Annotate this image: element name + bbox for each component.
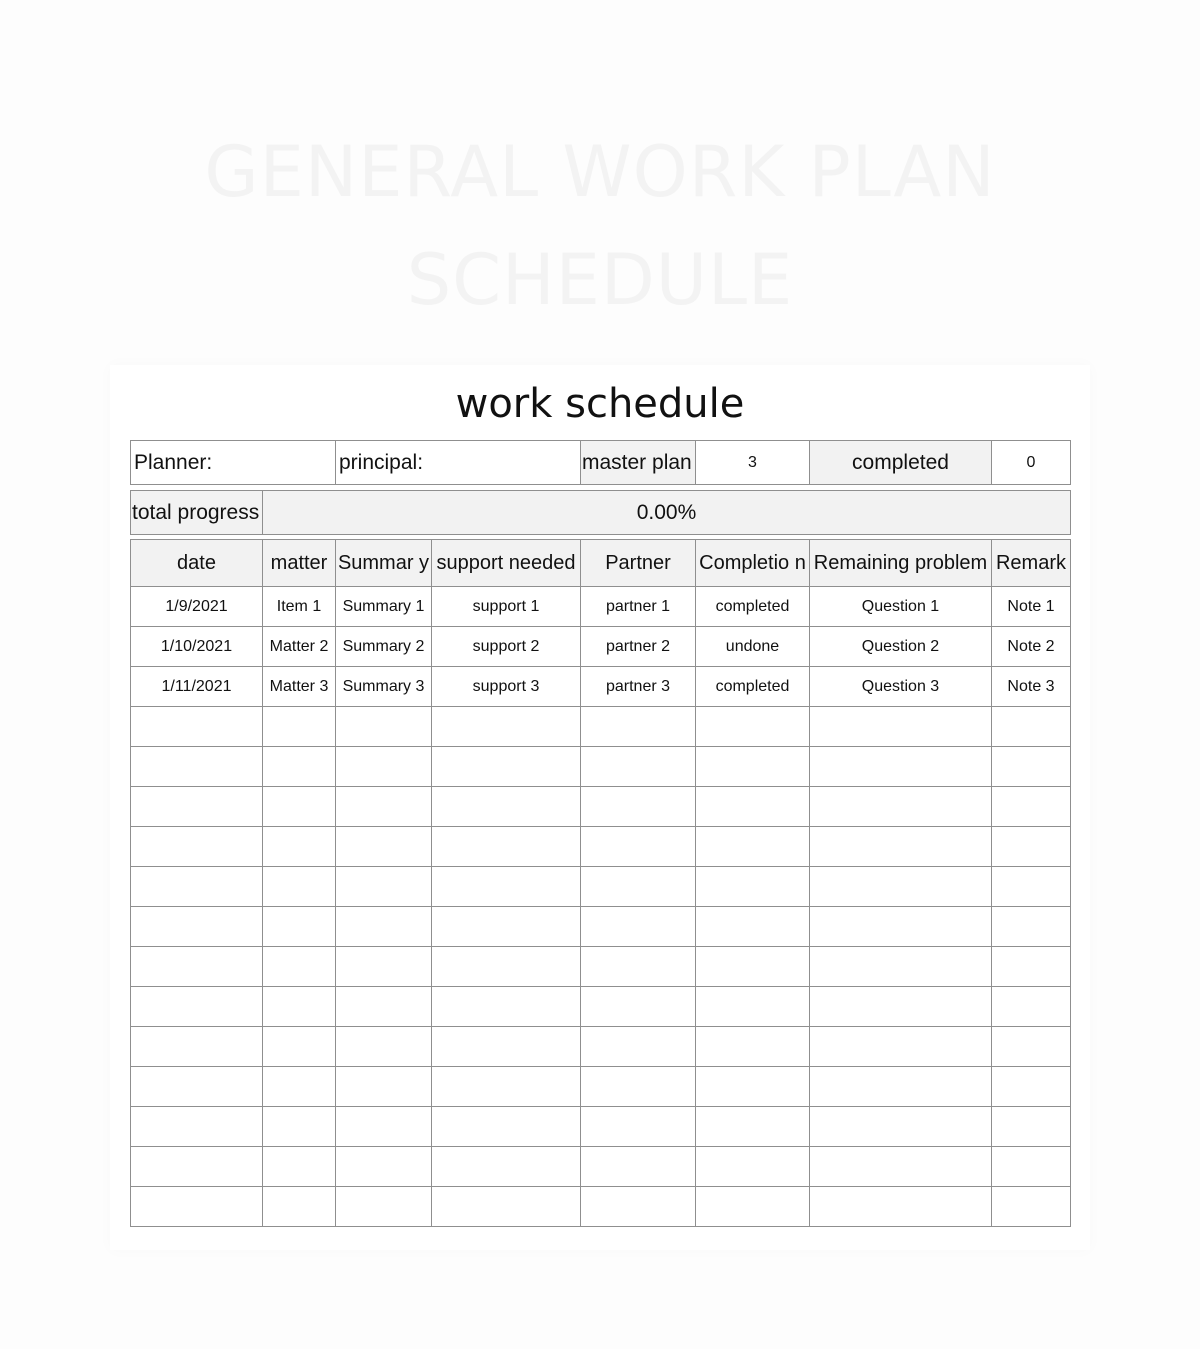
support-cell[interactable]: support 3 <box>432 667 581 707</box>
support-cell[interactable] <box>432 827 581 867</box>
watermark-line-1: GENERAL WORK PLAN <box>204 131 996 213</box>
planner-cell[interactable]: Planner: <box>131 441 336 485</box>
problem-cell[interactable] <box>810 1187 992 1227</box>
remark-cell[interactable] <box>992 787 1071 827</box>
matter-cell[interactable] <box>263 1147 336 1187</box>
summary-cell[interactable] <box>336 747 432 787</box>
table-row <box>131 587 1071 627</box>
total-progress-label: total progress <box>131 491 263 535</box>
completion-cell[interactable] <box>696 1067 810 1107</box>
completion-cell[interactable] <box>696 747 810 787</box>
date-cell[interactable] <box>131 987 263 1027</box>
header-remaining-problem: Remaining problem <box>810 540 992 587</box>
remark-cell[interactable] <box>992 1187 1071 1227</box>
watermark-line-2: SCHEDULE <box>406 239 794 321</box>
table-row <box>131 627 1071 667</box>
matter-cell[interactable] <box>263 947 336 987</box>
partner-cell[interactable]: partner 3 <box>581 667 696 707</box>
completion-cell[interactable] <box>696 787 810 827</box>
header-date: date <box>131 540 263 587</box>
support-cell[interactable] <box>432 707 581 747</box>
table-row <box>131 947 1071 987</box>
completion-cell[interactable] <box>696 1187 810 1227</box>
remark-cell[interactable] <box>992 947 1071 987</box>
summary-cell[interactable]: Summary 2 <box>336 627 432 667</box>
header-support-needed: support needed <box>432 540 581 587</box>
header-partner: Partner <box>581 540 696 587</box>
problem-cell[interactable] <box>810 1147 992 1187</box>
watermark-title <box>0 118 1200 334</box>
support-cell[interactable] <box>432 907 581 947</box>
progress-table <box>130 490 1071 535</box>
header-summary: Summar y <box>336 540 432 587</box>
header-completion: Completio n <box>696 540 810 587</box>
matter-cell[interactable]: Item 1 <box>263 587 336 627</box>
support-cell[interactable] <box>432 947 581 987</box>
partner-cell[interactable] <box>581 907 696 947</box>
summary-cell[interactable] <box>336 1027 432 1067</box>
problem-cell[interactable]: Question 1 <box>810 587 992 627</box>
remark-cell[interactable] <box>992 987 1071 1027</box>
summary-cell[interactable] <box>336 867 432 907</box>
completion-cell[interactable] <box>696 1027 810 1067</box>
completion-cell[interactable] <box>696 1147 810 1187</box>
summary-cell[interactable]: Summary 3 <box>336 667 432 707</box>
matter-cell[interactable] <box>263 747 336 787</box>
problem-cell[interactable]: Question 3 <box>810 667 992 707</box>
problem-cell[interactable] <box>810 867 992 907</box>
master-plan-value[interactable]: 3 <box>696 441 810 485</box>
partner-cell[interactable] <box>581 707 696 747</box>
date-cell[interactable] <box>131 1107 263 1147</box>
summary-cell[interactable] <box>336 907 432 947</box>
table-row <box>131 787 1071 827</box>
remark-cell[interactable] <box>992 907 1071 947</box>
table-row <box>131 867 1071 907</box>
partner-cell[interactable] <box>581 1067 696 1107</box>
table-row <box>131 1027 1071 1067</box>
date-cell[interactable] <box>131 867 263 907</box>
completion-cell[interactable]: completed <box>696 587 810 627</box>
summary-cell[interactable] <box>336 1187 432 1227</box>
matter-cell[interactable] <box>263 707 336 747</box>
date-cell[interactable] <box>131 1067 263 1107</box>
header-row <box>131 540 1071 587</box>
completion-cell[interactable] <box>696 707 810 747</box>
remark-cell[interactable] <box>992 1107 1071 1147</box>
support-cell[interactable] <box>432 987 581 1027</box>
remark-cell[interactable] <box>992 867 1071 907</box>
matter-cell[interactable] <box>263 987 336 1027</box>
partner-cell[interactable] <box>581 987 696 1027</box>
support-cell[interactable] <box>432 1147 581 1187</box>
schedule-table-body <box>131 587 1071 1227</box>
table-row <box>131 827 1071 867</box>
header-matter: matter <box>263 540 336 587</box>
table-row <box>131 1107 1071 1147</box>
table-row <box>131 1067 1071 1107</box>
problem-cell[interactable] <box>810 707 992 747</box>
summary-cell[interactable] <box>336 1067 432 1107</box>
matter-cell[interactable] <box>263 1067 336 1107</box>
master-plan-label: master plan <box>581 441 696 485</box>
info-row <box>131 441 1071 485</box>
document-title: work schedule <box>455 381 745 427</box>
remark-cell[interactable]: Note 1 <box>992 587 1071 627</box>
matter-cell[interactable] <box>263 1027 336 1067</box>
matter-cell[interactable] <box>263 827 336 867</box>
partner-cell[interactable]: partner 1 <box>581 587 696 627</box>
summary-cell[interactable] <box>336 1107 432 1147</box>
table-row <box>131 1187 1071 1227</box>
problem-cell[interactable] <box>810 947 992 987</box>
problem-cell[interactable] <box>810 747 992 787</box>
partner-cell[interactable] <box>581 947 696 987</box>
completion-cell[interactable] <box>696 947 810 987</box>
schedule-table <box>130 539 1071 1227</box>
remark-cell[interactable] <box>992 1067 1071 1107</box>
header-remark: Remark <box>992 540 1071 587</box>
summary-cell[interactable] <box>336 1147 432 1187</box>
support-cell[interactable]: support 1 <box>432 587 581 627</box>
support-cell[interactable]: support 2 <box>432 627 581 667</box>
date-cell[interactable] <box>131 747 263 787</box>
summary-cell[interactable] <box>336 707 432 747</box>
remark-cell[interactable] <box>992 747 1071 787</box>
remark-cell[interactable] <box>992 1147 1071 1187</box>
date-cell[interactable] <box>131 827 263 867</box>
problem-cell[interactable] <box>810 787 992 827</box>
principal-cell[interactable]: principal: <box>336 441 581 485</box>
remark-cell[interactable] <box>992 827 1071 867</box>
partner-cell[interactable] <box>581 1027 696 1067</box>
date-cell[interactable] <box>131 947 263 987</box>
date-cell[interactable]: 1/11/2021 <box>131 667 263 707</box>
date-cell[interactable]: 1/10/2021 <box>131 627 263 667</box>
table-row <box>131 987 1071 1027</box>
matter-cell[interactable]: Matter 2 <box>263 627 336 667</box>
problem-cell[interactable]: Question 2 <box>810 627 992 667</box>
summary-cell[interactable] <box>336 787 432 827</box>
completion-cell[interactable]: undone <box>696 627 810 667</box>
table-row <box>131 1147 1071 1187</box>
partner-cell[interactable] <box>581 787 696 827</box>
summary-cell[interactable] <box>336 947 432 987</box>
table-row <box>131 707 1071 747</box>
summary-cell[interactable] <box>336 827 432 867</box>
problem-cell[interactable] <box>810 907 992 947</box>
info-table <box>130 440 1071 485</box>
date-cell[interactable] <box>131 1147 263 1187</box>
date-cell[interactable] <box>131 707 263 747</box>
support-cell[interactable] <box>432 1187 581 1227</box>
partner-cell[interactable]: partner 2 <box>581 627 696 667</box>
support-cell[interactable] <box>432 1027 581 1067</box>
remark-cell[interactable]: Note 2 <box>992 627 1071 667</box>
table-row <box>131 667 1071 707</box>
problem-cell[interactable] <box>810 827 992 867</box>
partner-cell[interactable] <box>581 1147 696 1187</box>
completion-cell[interactable] <box>696 1107 810 1147</box>
support-cell[interactable] <box>432 867 581 907</box>
problem-cell[interactable] <box>810 987 992 1027</box>
partner-cell[interactable] <box>581 747 696 787</box>
total-progress-value[interactable]: 0.00% <box>263 491 1071 535</box>
matter-cell[interactable]: Matter 3 <box>263 667 336 707</box>
completion-cell[interactable]: completed <box>696 667 810 707</box>
completion-cell[interactable] <box>696 827 810 867</box>
matter-cell[interactable] <box>263 1107 336 1147</box>
progress-row <box>131 491 1071 535</box>
summary-cell[interactable] <box>336 987 432 1027</box>
problem-cell[interactable] <box>810 1067 992 1107</box>
remark-cell[interactable]: Note 3 <box>992 667 1071 707</box>
table-row <box>131 747 1071 787</box>
completion-cell[interactable] <box>696 987 810 1027</box>
partner-cell[interactable] <box>581 1107 696 1147</box>
matter-cell[interactable] <box>263 907 336 947</box>
support-cell[interactable] <box>432 1107 581 1147</box>
problem-cell[interactable] <box>810 1107 992 1147</box>
date-cell[interactable] <box>131 907 263 947</box>
date-cell[interactable]: 1/9/2021 <box>131 587 263 627</box>
matter-cell[interactable] <box>263 787 336 827</box>
completed-label: completed <box>810 441 992 485</box>
matter-cell[interactable] <box>263 1187 336 1227</box>
support-cell[interactable] <box>432 747 581 787</box>
date-cell[interactable] <box>131 1027 263 1067</box>
completion-cell[interactable] <box>696 867 810 907</box>
support-cell[interactable] <box>432 1067 581 1107</box>
matter-cell[interactable] <box>263 867 336 907</box>
completed-value[interactable]: 0 <box>992 441 1071 485</box>
partner-cell[interactable] <box>581 867 696 907</box>
remark-cell[interactable] <box>992 707 1071 747</box>
partner-cell[interactable] <box>581 1187 696 1227</box>
problem-cell[interactable] <box>810 1027 992 1067</box>
remark-cell[interactable] <box>992 1027 1071 1067</box>
completion-cell[interactable] <box>696 907 810 947</box>
date-cell[interactable] <box>131 1187 263 1227</box>
date-cell[interactable] <box>131 787 263 827</box>
table-row <box>131 907 1071 947</box>
support-cell[interactable] <box>432 787 581 827</box>
summary-cell[interactable]: Summary 1 <box>336 587 432 627</box>
partner-cell[interactable] <box>581 827 696 867</box>
